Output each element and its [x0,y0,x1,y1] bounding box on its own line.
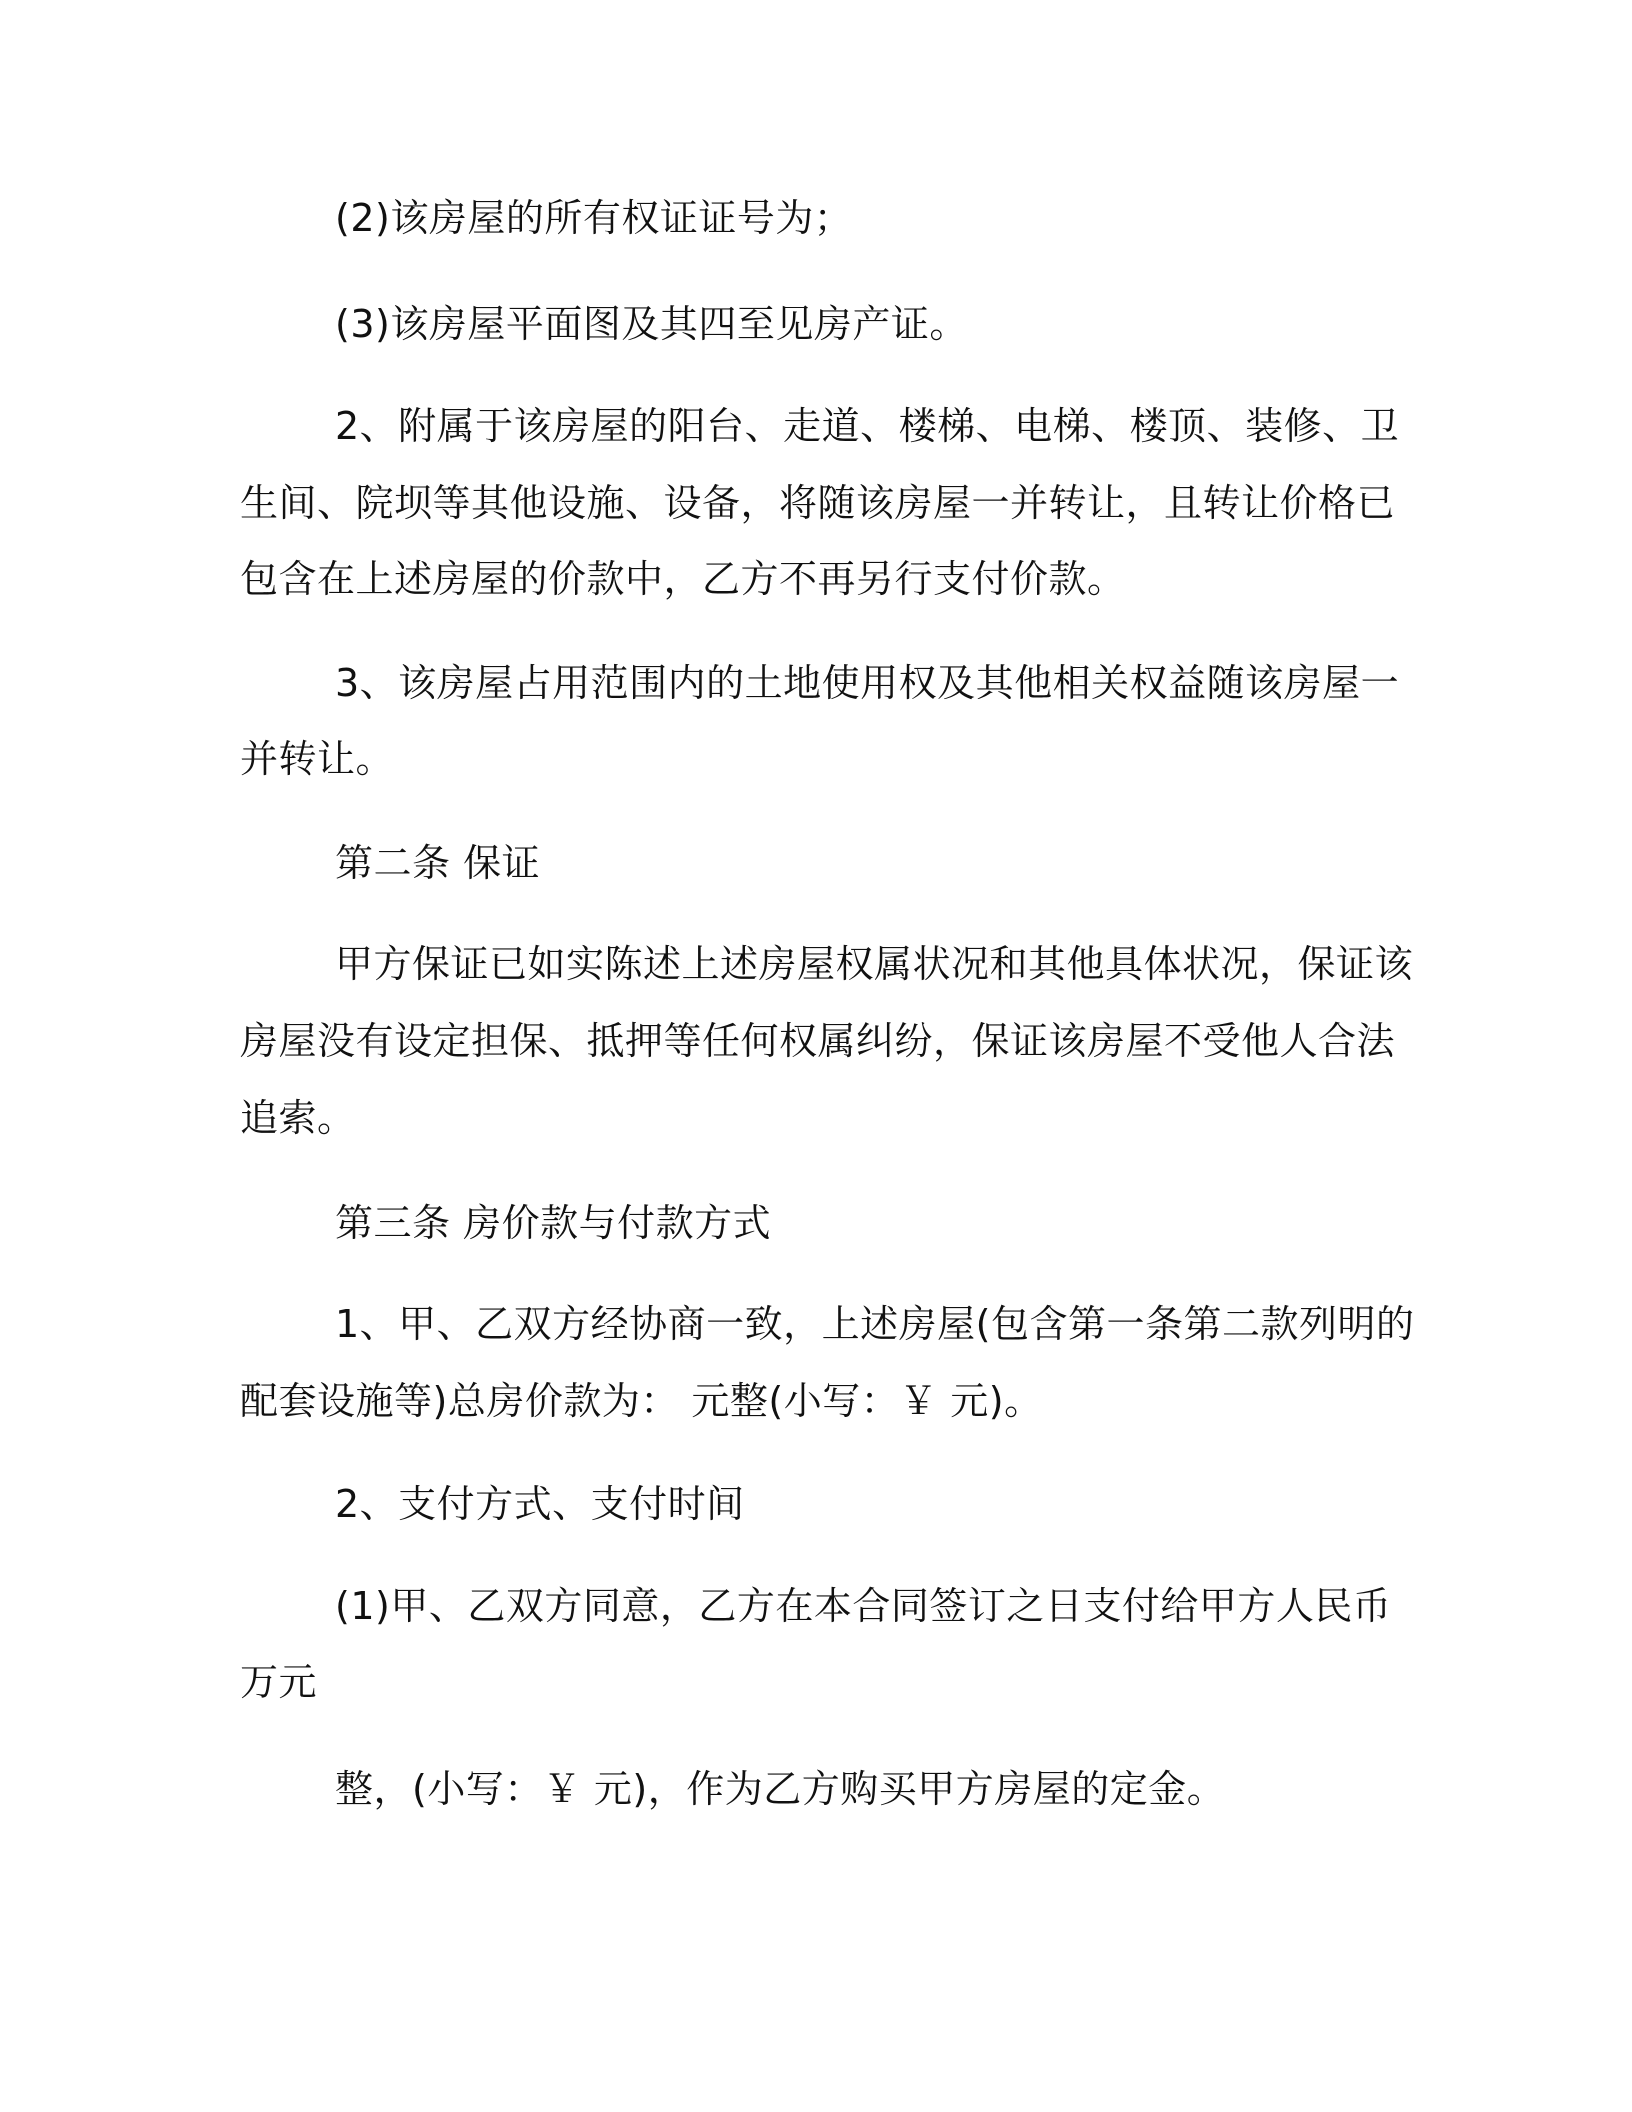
paragraph-deposit-line-2: 万元 [240,1660,318,1704]
paragraph-attachments-line-1: 2、附属于该房屋的阳台、走道、楼梯、电梯、楼顶、装修、卫 [335,404,1400,448]
paragraph-land-rights-line-1: 3、该房屋占用范围内的土地使用权及其他相关权益随该房屋一 [335,661,1400,705]
paragraph-attachments-line-2: 生间、院坝等其他设施、设备，将随该房屋一并转让，且转让价格已 [240,481,1396,525]
heading-article-2: 第二条 保证 [335,841,541,885]
clause-item-3-floor-plan: (3)该房屋平面图及其四至见房产证。 [335,302,968,346]
paragraph-total-price-line-2: 配套设施等)总房价款为： 元整(小写：￥ 元)。 [240,1379,1043,1423]
paragraph-guarantee-line-1: 甲方保证已如实陈述上述房屋权属状况和其他具体状况，保证该 [335,942,1414,986]
paragraph-land-rights-line-2: 并转让。 [240,737,395,781]
paragraph-attachments-line-3: 包含在上述房屋的价款中，乙方不再另行支付价款。 [240,557,1126,601]
paragraph-deposit-line-1: (1)甲、乙双方同意，乙方在本合同签订之日支付给甲方人民币 [335,1584,1392,1628]
paragraph-payment-method: 2、支付方式、支付时间 [335,1482,745,1526]
paragraph-deposit-line-3: 整，(小写：￥ 元)，作为乙方购买甲方房屋的定金。 [335,1767,1226,1811]
paragraph-guarantee-line-3: 追索。 [240,1096,356,1140]
paragraph-total-price-line-1: 1、甲、乙双方经协商一致，上述房屋(包含第一条第二款列明的 [335,1302,1415,1346]
clause-item-2-certificate-number: (2)该房屋的所有权证证号为； [335,196,853,240]
heading-article-3: 第三条 房价款与付款方式 [335,1201,772,1245]
paragraph-guarantee-line-2: 房屋没有设定担保、抵押等任何权属纠纷，保证该房屋不受他人合法 [240,1019,1396,1063]
